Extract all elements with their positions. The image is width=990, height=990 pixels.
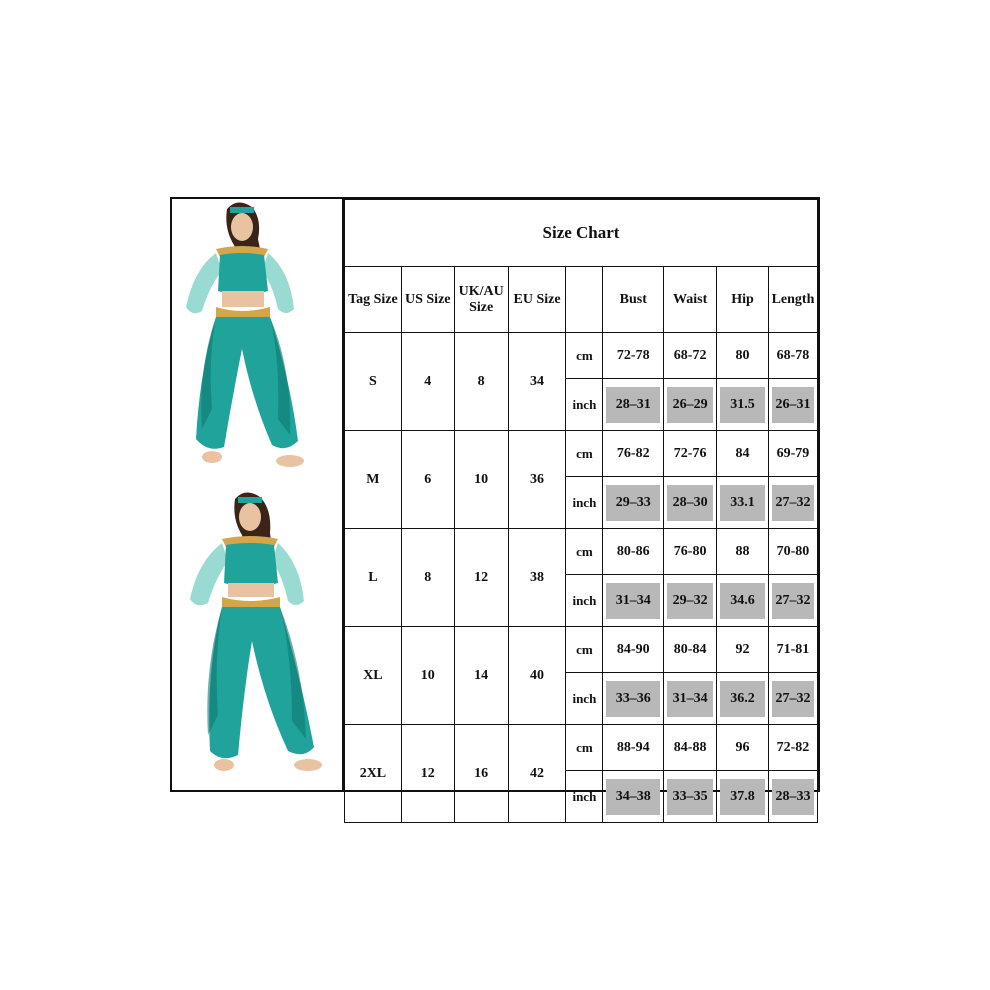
length-cm-cell <box>768 333 817 379</box>
tag-size-cell-value: L <box>368 569 378 585</box>
us-size-cell <box>401 627 454 725</box>
bust-cm-cell <box>603 333 664 379</box>
waist-inch-cell-value: 26–29 <box>667 387 713 423</box>
waist-cm-cell-value: 84-88 <box>673 739 707 755</box>
hip-inch-cell <box>717 477 769 529</box>
waist-inch-cell <box>664 379 717 431</box>
tag-size-cell <box>345 725 402 823</box>
unit-cell-inch-value: inch <box>572 396 597 412</box>
length-inch-cell <box>768 575 817 627</box>
bust-cm-cell <box>603 725 664 771</box>
waist-cm-cell-value: 76-80 <box>673 543 707 559</box>
length-inch-cell <box>768 771 817 823</box>
eu-size-cell-value: 40 <box>530 667 545 683</box>
bust-cm-cell-value: 88-94 <box>616 739 650 755</box>
header-waist: Waist <box>664 267 717 333</box>
length-inch-cell <box>768 673 817 725</box>
size-row-cm <box>345 333 818 379</box>
length-cm-cell-value: 72-82 <box>776 739 810 755</box>
hip-inch-cell-value: 37.8 <box>720 779 765 815</box>
unit-cell-inch <box>566 477 603 529</box>
waist-inch-cell <box>664 673 717 725</box>
waist-cm-cell-value: 68-72 <box>673 347 707 363</box>
us-size-cell <box>401 431 454 529</box>
us-size-cell <box>401 529 454 627</box>
size-row-cm <box>345 627 818 673</box>
length-cm-cell <box>768 725 817 771</box>
hip-inch-cell <box>717 575 769 627</box>
header-uk-au-size: UK/AU Size <box>454 267 508 333</box>
unit-cell-cm-value: cm <box>576 445 593 461</box>
uk-au-size-cell-value: 14 <box>474 667 489 683</box>
waist-cm-cell-value: 72-76 <box>673 445 707 461</box>
hip-cm-cell-value: 84 <box>735 445 750 461</box>
bust-inch-cell-value: 34–38 <box>606 779 660 815</box>
waist-cm-cell-value: 80-84 <box>673 641 707 657</box>
unit-cell-inch-value: inch <box>572 788 597 804</box>
header-eu-size: EU Size <box>508 267 566 333</box>
waist-inch-cell-value: 28–30 <box>667 485 713 521</box>
hip-inch-cell <box>717 771 769 823</box>
eu-size-cell <box>508 431 566 529</box>
unit-cell-cm-value: cm <box>576 347 593 363</box>
header-us-size: US Size <box>401 267 454 333</box>
waist-inch-cell-value: 29–32 <box>667 583 713 619</box>
bust-inch-cell <box>603 379 664 431</box>
bust-inch-cell <box>603 771 664 823</box>
eu-size-cell <box>508 725 566 823</box>
unit-cell-cm <box>566 529 603 575</box>
eu-size-cell <box>508 529 566 627</box>
bust-cm-cell <box>603 431 664 477</box>
hip-cm-cell <box>717 333 769 379</box>
waist-inch-cell <box>664 771 717 823</box>
tag-size-cell <box>345 333 402 431</box>
header-hip: Hip <box>717 267 769 333</box>
bust-cm-cell <box>603 529 664 575</box>
header-length: Length <box>768 267 817 333</box>
hip-cm-cell <box>717 725 769 771</box>
eu-size-cell-value: 34 <box>530 373 545 389</box>
eu-size-cell <box>508 627 566 725</box>
length-inch-cell-value: 27–32 <box>772 485 814 521</box>
eu-size-cell <box>508 333 566 431</box>
us-size-cell-value: 12 <box>420 765 435 781</box>
bust-inch-cell-value: 33–36 <box>606 681 660 717</box>
header-row <box>345 267 818 333</box>
uk-au-size-cell <box>454 333 508 431</box>
uk-au-size-cell <box>454 627 508 725</box>
bust-inch-cell-value: 29–33 <box>606 485 660 521</box>
size-row-cm <box>345 529 818 575</box>
waist-inch-cell-value: 33–35 <box>667 779 713 815</box>
unit-cell-cm <box>566 627 603 673</box>
hip-inch-cell-value: 33.1 <box>720 485 765 521</box>
tag-size-cell-value: M <box>366 471 380 487</box>
hip-cm-cell-value: 80 <box>735 347 750 363</box>
us-size-cell-value: 10 <box>420 667 435 683</box>
size-row-cm <box>345 431 818 477</box>
length-inch-cell-value: 27–32 <box>772 681 814 717</box>
unit-cell-inch-value: inch <box>572 690 597 706</box>
tag-size-cell <box>345 529 402 627</box>
length-cm-cell-value: 69-79 <box>776 445 810 461</box>
size-row-cm <box>345 725 818 771</box>
waist-inch-cell-value: 31–34 <box>667 681 713 717</box>
waist-cm-cell <box>664 627 717 673</box>
length-inch-cell <box>768 477 817 529</box>
waist-inch-cell <box>664 575 717 627</box>
title-row <box>345 200 818 267</box>
unit-cell-inch <box>566 771 603 823</box>
tag-size-cell-value: XL <box>363 667 383 683</box>
bust-cm-cell-value: 76-82 <box>616 445 650 461</box>
uk-au-size-cell-value: 12 <box>474 569 489 585</box>
bust-inch-cell-value: 28–31 <box>606 387 660 423</box>
size-chart <box>170 197 820 804</box>
us-size-cell-value: 4 <box>424 373 432 389</box>
tag-size-cell <box>345 627 402 725</box>
hip-cm-cell-value: 92 <box>735 641 750 657</box>
hip-inch-cell <box>717 673 769 725</box>
unit-cell-inch <box>566 575 603 627</box>
eu-size-cell-value: 42 <box>530 765 545 781</box>
waist-inch-cell <box>664 477 717 529</box>
bust-inch-cell <box>603 673 664 725</box>
unit-cell-cm-value: cm <box>576 543 593 559</box>
unit-cell-cm <box>566 431 603 477</box>
us-size-cell <box>401 725 454 823</box>
unit-cell-inch <box>566 673 603 725</box>
hip-inch-cell-value: 31.5 <box>720 387 765 423</box>
hip-inch-cell-value: 36.2 <box>720 681 765 717</box>
length-inch-cell-value: 27–32 <box>772 583 814 619</box>
us-size-cell-value: 8 <box>424 569 432 585</box>
waist-cm-cell <box>664 431 717 477</box>
product-image-panel <box>172 199 344 790</box>
unit-cell-cm <box>566 333 603 379</box>
bust-inch-cell <box>603 575 664 627</box>
hip-cm-cell <box>717 627 769 673</box>
unit-cell-cm <box>566 725 603 771</box>
length-cm-cell <box>768 431 817 477</box>
bust-cm-cell-value: 84-90 <box>616 641 650 657</box>
header-bust: Bust <box>603 267 664 333</box>
bust-cm-cell-value: 72-78 <box>616 347 650 363</box>
length-cm-cell-value: 70-80 <box>776 543 810 559</box>
unit-cell-cm-value: cm <box>576 641 593 657</box>
uk-au-size-cell <box>454 529 508 627</box>
uk-au-size-cell-value: 8 <box>477 373 485 389</box>
costume-model-side <box>190 492 322 771</box>
length-cm-cell <box>768 529 817 575</box>
length-cm-cell <box>768 627 817 673</box>
length-inch-cell <box>768 379 817 431</box>
hip-cm-cell <box>717 431 769 477</box>
hip-cm-cell-value: 88 <box>735 543 750 559</box>
uk-au-size-cell-value: 10 <box>474 471 489 487</box>
length-inch-cell-value: 26–31 <box>772 387 814 423</box>
hip-inch-cell-value: 34.6 <box>720 583 765 619</box>
size-table <box>344 199 818 823</box>
bust-inch-cell <box>603 477 664 529</box>
hip-cm-cell-value: 96 <box>735 739 750 755</box>
unit-cell-inch <box>566 379 603 431</box>
tag-size-cell <box>345 431 402 529</box>
us-size-cell-value: 6 <box>424 471 432 487</box>
header-unit <box>566 267 603 333</box>
uk-au-size-cell <box>454 431 508 529</box>
bust-cm-cell <box>603 627 664 673</box>
tag-size-cell-value: S <box>369 373 377 389</box>
unit-cell-inch-value: inch <box>572 494 597 510</box>
costume-model-illustration <box>172 199 342 790</box>
uk-au-size-cell-value: 16 <box>474 765 489 781</box>
costume-model-front <box>186 202 304 467</box>
header-tag-size: Tag Size <box>345 267 402 333</box>
hip-inch-cell <box>717 379 769 431</box>
waist-cm-cell <box>664 529 717 575</box>
bust-cm-cell-value: 80-86 <box>616 543 650 559</box>
chart-title: Size Chart <box>345 200 818 267</box>
length-inch-cell-value: 28–33 <box>772 779 814 815</box>
length-cm-cell-value: 71-81 <box>776 641 810 657</box>
bust-inch-cell-value: 31–34 <box>606 583 660 619</box>
us-size-cell <box>401 333 454 431</box>
length-cm-cell-value: 68-78 <box>776 347 810 363</box>
hip-cm-cell <box>717 529 769 575</box>
unit-cell-inch-value: inch <box>572 592 597 608</box>
unit-cell-cm-value: cm <box>576 739 593 755</box>
waist-cm-cell <box>664 725 717 771</box>
tag-size-cell-value: 2XL <box>359 765 387 781</box>
waist-cm-cell <box>664 333 717 379</box>
uk-au-size-cell <box>454 725 508 823</box>
eu-size-cell-value: 38 <box>530 569 545 585</box>
eu-size-cell-value: 36 <box>530 471 545 487</box>
